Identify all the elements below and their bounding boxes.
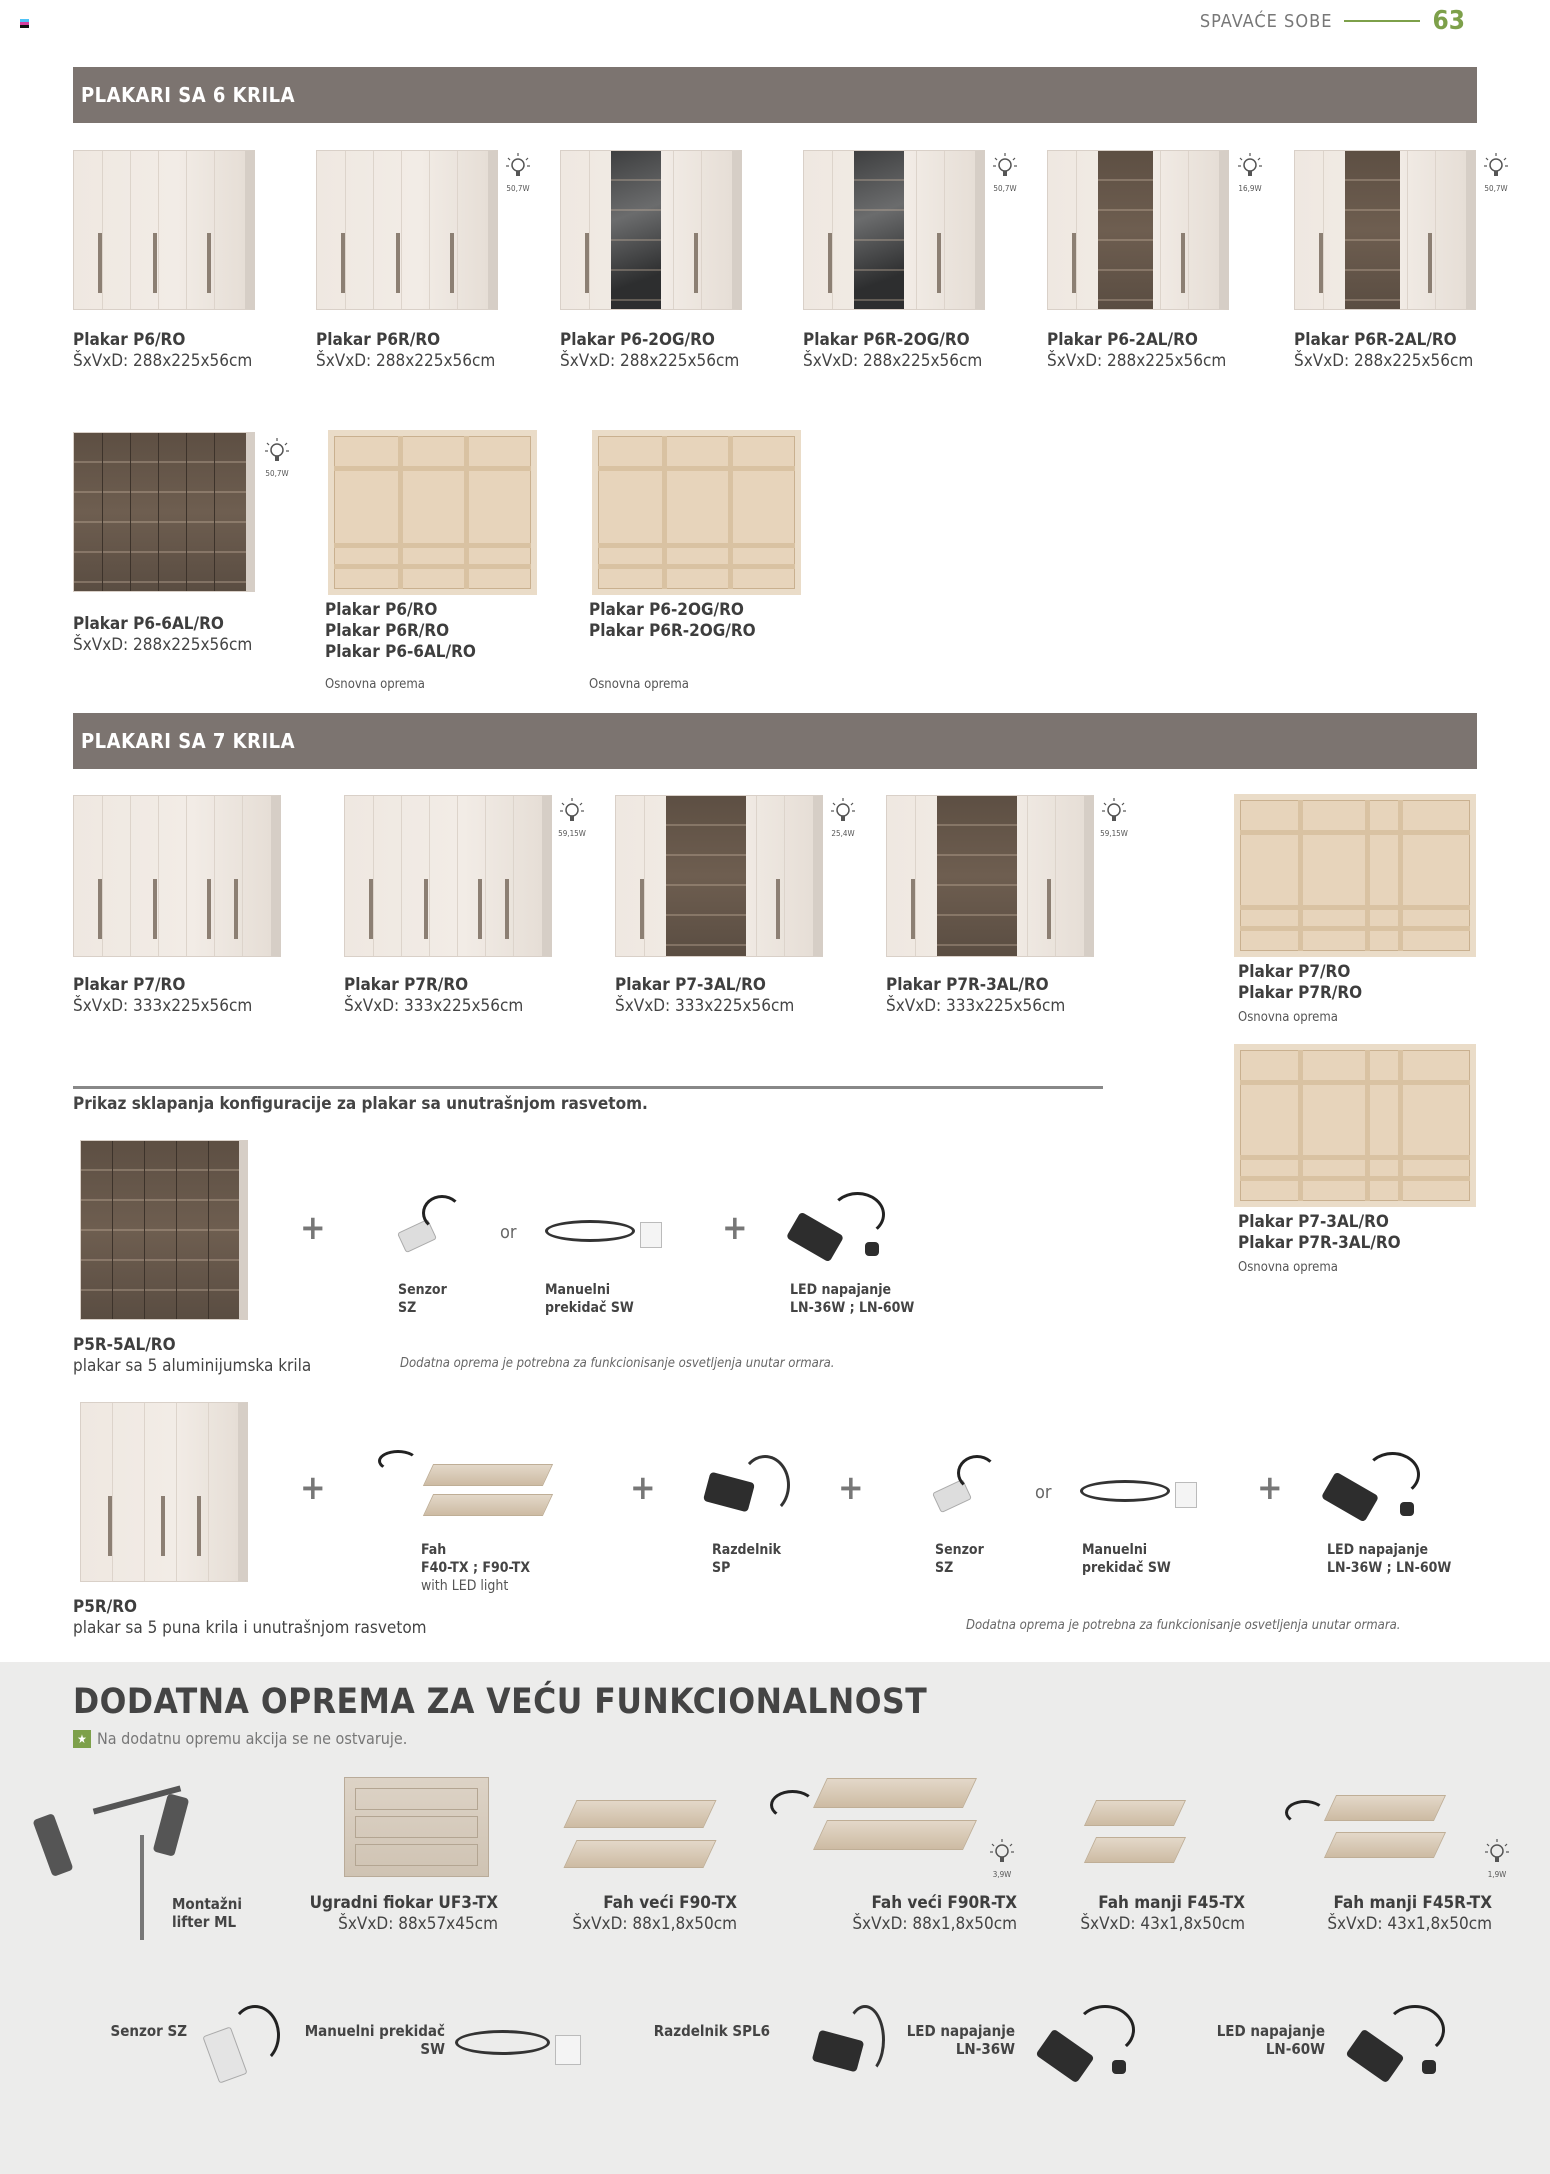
section-title: PLAKARI SA 6 KRILA xyxy=(81,83,296,107)
plus-sign: + xyxy=(838,1468,864,1508)
interior-image-p7-3al xyxy=(1234,1044,1476,1207)
print-registration-mark xyxy=(20,19,29,28)
header-rule xyxy=(1344,20,1420,22)
section-label: SPAVAĆE SOBE xyxy=(1199,10,1333,32)
product-card xyxy=(73,975,252,1017)
product-name: Plakar P7-3AL/RO xyxy=(1238,1212,1389,1232)
plus-sign: + xyxy=(630,1468,656,1508)
product-name: Plakar P6/RO xyxy=(325,600,438,620)
product-name: Plakar P6-6AL/RO xyxy=(73,614,224,634)
shelf-f90-image xyxy=(545,1795,745,1885)
config-item-label: LED napajanje LN-36W ; LN-60W xyxy=(790,1282,915,1316)
wattage: 59,15W xyxy=(1100,829,1128,838)
product-dims: ŠxVxD: 288x225x56cm xyxy=(1294,351,1474,371)
product-card xyxy=(73,614,252,656)
led-power-supply-image xyxy=(1350,2005,1460,2090)
or-label: or xyxy=(500,1222,517,1243)
wattage: 59,15W xyxy=(558,829,586,838)
product-name: P5R-5AL/RO xyxy=(73,1335,176,1355)
page-number: 63 xyxy=(1432,6,1465,36)
accessory-label: Senzor SZ xyxy=(110,2022,187,2040)
product-card xyxy=(615,975,794,1017)
interior-image-p7 xyxy=(1234,794,1476,957)
product-name: Plakar P6-2AL/RO xyxy=(1047,330,1198,350)
sensor-image xyxy=(400,1195,480,1265)
or-label: or xyxy=(1035,1482,1052,1503)
splitter-image xyxy=(815,2005,895,2085)
config-item-label: Razdelnik SP xyxy=(712,1542,782,1576)
divider xyxy=(73,1086,1103,1089)
product-name: Plakar P7/RO xyxy=(1238,962,1351,982)
wattage: 3,9W xyxy=(992,1870,1012,1879)
config-item-label: LED napajanje LN-36W ; LN-60W xyxy=(1327,1542,1452,1576)
product-name: Plakar P6R/RO xyxy=(325,621,450,641)
product-name: P5R/RO xyxy=(73,1597,137,1617)
interior-card xyxy=(1238,962,1362,1025)
splitter-image xyxy=(706,1455,806,1525)
star-icon: ★ xyxy=(73,1730,91,1748)
wattage: 25,4W xyxy=(831,829,855,838)
accessory-label: Ugradni fiokar UF3-TX ŠxVxD: 88x57x45cm xyxy=(309,1893,498,1934)
shelf-f45r-image xyxy=(1285,1790,1485,1880)
accessory-label: Fah veći F90R-TX ŠxVxD: 88x1,8x50cm xyxy=(852,1893,1017,1934)
accessory-label: Montažni lifter ML xyxy=(172,1895,242,1931)
wardrobe-image-p6-2al xyxy=(1047,150,1229,310)
wattage: 50,7W xyxy=(265,469,289,478)
config-note: Dodatna oprema je potrebna za funkcionisanje osvetljenja unutar ormara. xyxy=(966,1618,1401,1633)
shelf-f45-image xyxy=(1070,1795,1210,1885)
config-note: Dodatna oprema je potrebna za funkcionisanje osvetljenja unutar ormara. xyxy=(400,1356,835,1371)
section-band-6-doors xyxy=(73,67,1477,123)
config-item-label: Manuelni prekidač SW xyxy=(545,1282,634,1316)
product-dims: ŠxVxD: 333x225x56cm xyxy=(615,996,795,1016)
sensor-image xyxy=(935,1455,1015,1525)
extras-note xyxy=(73,1729,407,1748)
product-name: Plakar P7R/RO xyxy=(344,975,469,995)
wattage: 50,7W xyxy=(1484,184,1508,193)
wardrobe-image-p6-2og xyxy=(560,150,742,310)
product-card xyxy=(560,330,739,372)
config-item-label: Senzor SZ xyxy=(398,1282,447,1316)
accessory-label: Manuelni prekidač SW xyxy=(304,2022,445,2058)
wardrobe-image-p6 xyxy=(73,150,255,310)
product-card xyxy=(886,975,1065,1017)
product-name: Plakar P7R-3AL/RO xyxy=(886,975,1049,995)
wattage: 50,7W xyxy=(506,184,530,193)
bulb-icon xyxy=(985,152,1025,193)
extras-title: DODATNA OPREMA ZA VEĆU FUNKCIONALNOST xyxy=(73,1682,928,1722)
wardrobe-image-p6r-2og xyxy=(803,150,985,310)
plus-sign: + xyxy=(300,1208,326,1248)
product-name: Plakar P7-3AL/RO xyxy=(615,975,766,995)
wattage: 16,9W xyxy=(1238,184,1262,193)
product-name: Plakar P6R/RO xyxy=(316,330,441,350)
bulb-icon xyxy=(498,152,538,193)
product-card xyxy=(316,330,495,372)
product-name: Plakar P6R-2AL/RO xyxy=(1294,330,1457,350)
product-card xyxy=(1047,330,1226,372)
product-name: Plakar P7R-3AL/RO xyxy=(1238,1233,1401,1253)
wardrobe-image-p5r-5al xyxy=(80,1140,248,1320)
product-name: Plakar P6R-2OG/RO xyxy=(803,330,970,350)
product-desc: plakar sa 5 puna krila i unutrašnjom rasvetom xyxy=(73,1618,427,1638)
wardrobe-image-p7r xyxy=(344,795,552,957)
plus-sign: + xyxy=(300,1468,326,1508)
interior-card xyxy=(1238,1212,1401,1275)
product-name: Plakar P7/RO xyxy=(73,975,186,995)
accessory-label: Razdelnik SPL6 xyxy=(653,2022,770,2040)
config-title: Prikaz sklapanja konfiguracije za plakar sa unutrašnjom rasvetom. xyxy=(73,1094,648,1114)
config-product xyxy=(73,1335,311,1377)
bulb-icon xyxy=(1477,1838,1517,1879)
wardrobe-image-p7 xyxy=(73,795,281,957)
product-dims: ŠxVxD: 333x225x56cm xyxy=(73,996,253,1016)
basic-equipment-label: Osnovna oprema xyxy=(325,677,425,692)
product-dims: ŠxVxD: 288x225x56cm xyxy=(803,351,983,371)
product-name: Plakar P6-2OG/RO xyxy=(589,600,744,620)
sensor-image xyxy=(200,2000,300,2090)
product-card xyxy=(344,975,523,1017)
plus-sign: + xyxy=(722,1208,748,1248)
config-product xyxy=(73,1597,427,1639)
product-card xyxy=(1294,330,1473,372)
basic-equipment-label: Osnovna oprema xyxy=(1238,1010,1338,1025)
product-name: Plakar P6-6AL/RO xyxy=(325,642,476,662)
product-dims: ŠxVxD: 333x225x56cm xyxy=(344,996,524,1016)
page-header xyxy=(1200,6,1465,36)
basic-equipment-label: Osnovna oprema xyxy=(1238,1260,1338,1275)
product-dims: ŠxVxD: 333x225x56cm xyxy=(886,996,1066,1016)
wattage: 1,9W xyxy=(1487,1870,1507,1879)
wardrobe-image-p6r xyxy=(316,150,498,310)
wardrobe-image-p7-3al xyxy=(615,795,823,957)
led-power-supply-image xyxy=(1040,2005,1150,2090)
section-band-7-doors xyxy=(73,713,1477,769)
accessory-label: LED napajanje LN-36W xyxy=(906,2022,1015,2058)
led-power-supply-image xyxy=(1325,1452,1435,1532)
config-item-label: Senzor SZ xyxy=(935,1542,984,1576)
product-dims: ŠxVxD: 288x225x56cm xyxy=(1047,351,1227,371)
basic-equipment-label: Osnovna oprema xyxy=(589,677,689,692)
shelf-f90r-image xyxy=(770,1770,1010,1870)
product-card xyxy=(73,330,252,372)
bulb-icon xyxy=(257,437,297,478)
product-card xyxy=(803,330,982,372)
accessory-label: Fah manji F45R-TX ŠxVxD: 43x1,8x50cm xyxy=(1327,1893,1492,1934)
product-desc: plakar sa 5 aluminijumska krila xyxy=(73,1356,312,1376)
wardrobe-image-p6r-2al xyxy=(1294,150,1476,310)
manual-switch-image xyxy=(545,1210,675,1265)
product-dims: ŠxVxD: 288x225x56cm xyxy=(560,351,740,371)
bulb-icon xyxy=(1094,797,1134,838)
config-item-label: Manuelni prekidač SW xyxy=(1082,1542,1171,1576)
manual-switch-image xyxy=(1080,1470,1210,1525)
accessory-label: Fah manji F45-TX ŠxVxD: 43x1,8x50cm xyxy=(1080,1893,1245,1934)
section-title: PLAKARI SA 7 KRILA xyxy=(81,729,296,753)
bulb-icon xyxy=(982,1838,1022,1879)
led-shelf-image xyxy=(378,1450,578,1540)
note-text: Na dodatnu opremu akcija se ne ostvaruje. xyxy=(97,1729,408,1748)
wattage: 50,7W xyxy=(993,184,1017,193)
interior-card xyxy=(589,600,756,692)
wardrobe-image-p7r-3al xyxy=(886,795,1094,957)
interior-card xyxy=(325,600,476,692)
product-dims: ŠxVxD: 288x225x56cm xyxy=(73,635,253,655)
bulb-icon xyxy=(1230,152,1270,193)
product-dims: ŠxVxD: 288x225x56cm xyxy=(316,351,496,371)
product-dims: ŠxVxD: 288x225x56cm xyxy=(73,351,253,371)
bulb-icon xyxy=(552,797,592,838)
product-name: Plakar P7R/RO xyxy=(1238,983,1363,1003)
product-name: Plakar P6/RO xyxy=(73,330,186,350)
config-item-label: Fah F40-TX ; F90-TX with LED light xyxy=(421,1542,531,1594)
plus-sign: + xyxy=(1257,1468,1283,1508)
wardrobe-image-p5r xyxy=(80,1402,248,1582)
drawer-unit-image xyxy=(344,1777,489,1877)
led-power-supply-image xyxy=(790,1192,900,1272)
product-name: Plakar P6-2OG/RO xyxy=(560,330,715,350)
accessory-label: LED napajanje LN-60W xyxy=(1216,2022,1325,2058)
accessory-label: Fah veći F90-TX ŠxVxD: 88x1,8x50cm xyxy=(572,1893,737,1934)
interior-image-p6-2og xyxy=(592,430,801,595)
interior-image-p6 xyxy=(328,430,537,595)
wardrobe-image-p6-6al xyxy=(73,432,255,592)
bulb-icon xyxy=(823,797,863,838)
bulb-icon xyxy=(1476,152,1516,193)
manual-switch-image xyxy=(455,2015,595,2085)
product-name: Plakar P6R-2OG/RO xyxy=(589,621,756,641)
